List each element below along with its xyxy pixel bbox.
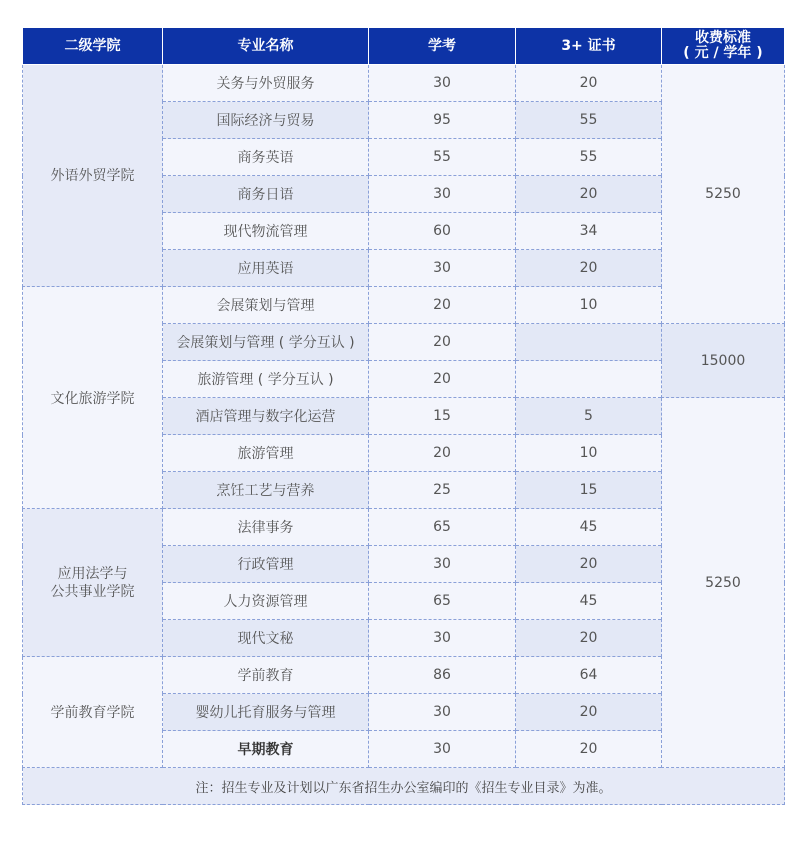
cert-cell: 45 — [516, 509, 662, 546]
major-cell: 旅游管理 — [163, 435, 369, 472]
major-cell: 商务日语 — [163, 176, 369, 213]
xuekao-cell: 86 — [369, 657, 516, 694]
fee-cell: 15000 — [662, 324, 785, 398]
cert-cell: 10 — [516, 435, 662, 472]
major-cell: 关务与外贸服务 — [163, 65, 369, 102]
college-cell: 文化旅游学院 — [23, 287, 163, 509]
header-xuekao: 学考 — [369, 28, 516, 65]
cert-cell: 55 — [516, 102, 662, 139]
xuekao-cell: 20 — [369, 435, 516, 472]
cert-cell: 10 — [516, 287, 662, 324]
college-cell: 外语外贸学院 — [23, 65, 163, 287]
note-row — [23, 768, 785, 805]
major-cell: 烹饪工艺与营养 — [163, 472, 369, 509]
xuekao-cell: 30 — [369, 620, 516, 657]
cert-cell: 20 — [516, 250, 662, 287]
cert-cell: 64 — [516, 657, 662, 694]
header-college: 二级学院 — [23, 28, 163, 65]
header-fee-line1: 收费标准 — [695, 30, 751, 46]
header-row — [23, 28, 785, 65]
cert-cell: 20 — [516, 546, 662, 583]
cert-cell: 20 — [516, 620, 662, 657]
cert-cell: 34 — [516, 213, 662, 250]
header-cert: 3+ 证书 — [516, 28, 662, 65]
cert-cell: 5 — [516, 398, 662, 435]
major-cell: 人力资源管理 — [163, 583, 369, 620]
major-cell: 国际经济与贸易 — [163, 102, 369, 139]
fee-cell: 5250 — [662, 65, 785, 324]
cert-cell: 20 — [516, 65, 662, 102]
major-cell: 行政管理 — [163, 546, 369, 583]
major-cell: 现代文秘 — [163, 620, 369, 657]
xuekao-cell: 30 — [369, 694, 516, 731]
xuekao-cell: 65 — [369, 583, 516, 620]
major-cell: 应用英语 — [163, 250, 369, 287]
xuekao-cell: 55 — [369, 139, 516, 176]
xuekao-cell: 20 — [369, 287, 516, 324]
major-cell: 学前教育 — [163, 657, 369, 694]
cert-cell: 20 — [516, 694, 662, 731]
major-cell: 婴幼儿托育服务与管理 — [163, 694, 369, 731]
cert-cell — [516, 324, 662, 361]
xuekao-cell: 95 — [369, 102, 516, 139]
xuekao-cell: 65 — [369, 509, 516, 546]
xuekao-cell: 30 — [369, 176, 516, 213]
major-cell: 旅游管理 ( 学分互认 ) — [163, 361, 369, 398]
footnote: 注：招生专业及计划以广东省招生办公室编印的《招生专业目录》为准。 — [23, 768, 785, 805]
cert-cell: 55 — [516, 139, 662, 176]
xuekao-cell: 30 — [369, 250, 516, 287]
cert-cell: 15 — [516, 472, 662, 509]
xuekao-cell: 30 — [369, 65, 516, 102]
major-cell: 法律事务 — [163, 509, 369, 546]
major-cell: 早期教育 — [163, 731, 369, 768]
college-cell — [23, 509, 163, 657]
cert-cell: 20 — [516, 731, 662, 768]
xuekao-cell: 15 — [369, 398, 516, 435]
cert-cell: 45 — [516, 583, 662, 620]
xuekao-cell: 30 — [369, 546, 516, 583]
xuekao-cell: 20 — [369, 324, 516, 361]
header-fee — [662, 28, 785, 65]
header-fee-line2: ( 元 / 学年 ) — [683, 45, 763, 61]
xuekao-cell: 60 — [369, 213, 516, 250]
xuekao-cell: 20 — [369, 361, 516, 398]
college-line1: 应用法学与 — [57, 565, 128, 582]
xuekao-cell: 30 — [369, 731, 516, 768]
major-cell: 会展策划与管理 ( 学分互认 ) — [163, 324, 369, 361]
major-cell: 商务英语 — [163, 139, 369, 176]
cert-cell — [516, 361, 662, 398]
header-major: 专业名称 — [163, 28, 369, 65]
major-cell: 酒店管理与数字化运营 — [163, 398, 369, 435]
table-row — [23, 65, 785, 102]
college-line2: 公共事业学院 — [50, 583, 135, 600]
college-cell: 学前教育学院 — [23, 657, 163, 768]
major-cell: 现代物流管理 — [163, 213, 369, 250]
major-cell: 会展策划与管理 — [163, 287, 369, 324]
xuekao-cell: 25 — [369, 472, 516, 509]
fee-cell: 5250 — [662, 398, 785, 768]
cert-cell: 20 — [516, 176, 662, 213]
enrollment-table — [22, 27, 785, 805]
